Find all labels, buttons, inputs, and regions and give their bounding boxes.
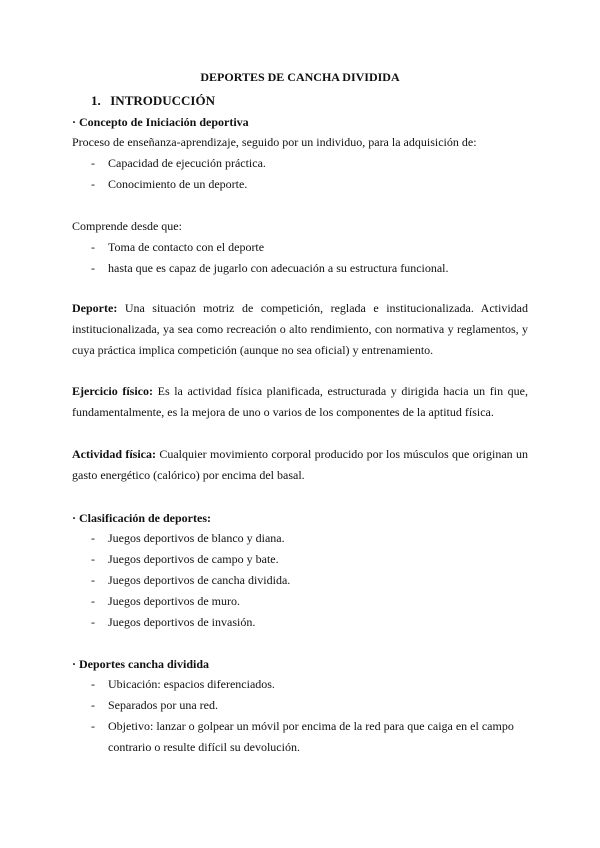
list-item: - Ubicación: espacios diferenciados. bbox=[72, 674, 528, 695]
definition-text: Una situación motriz de competición, reglada e institucionalizada. Actividad institucionalizada, ya sea como recreación o alto rendimiento, con normativa y reglamentos, y cuya práctica implica competición (aunque no sea oficial) y entrenamiento. bbox=[72, 301, 528, 357]
definition-term: Ejercicio físico: bbox=[72, 384, 154, 398]
list-item: - Juegos deportivos de muro. bbox=[72, 591, 528, 612]
clasificacion-block bbox=[72, 508, 528, 633]
document-title: DEPORTES DE CANCHA DIVIDIDA bbox=[200, 70, 400, 84]
list-item: - Conocimiento de un deporte. bbox=[72, 174, 528, 195]
definition-actividad bbox=[72, 444, 528, 486]
cancha-heading: · Deportes cancha dividida bbox=[72, 657, 210, 671]
definition-term: Actividad física: bbox=[72, 447, 156, 461]
section-heading bbox=[91, 93, 215, 109]
definition-text: Es la actividad física planificada, estructurada y dirigida hacia un fin que, fundamentalmente, es la mejora de uno o varios de los componentes de la aptitud física. bbox=[72, 384, 528, 419]
list-item: - Juegos deportivos de blanco y diana. bbox=[72, 528, 528, 549]
concepto-heading: · Concepto de Iniciación deportiva bbox=[72, 115, 249, 129]
list-item: - hasta que es capaz de jugarlo con adecuación a su estructura funcional. bbox=[72, 258, 528, 279]
concepto-intro: Proceso de enseñanza-aprendizaje, seguido por un individuo, para la adquisición de: bbox=[72, 135, 477, 149]
concepto-list bbox=[72, 153, 528, 195]
section-label: INTRODUCCIÓN bbox=[110, 93, 215, 108]
list-item: - Juegos deportivos de campo y bate. bbox=[72, 549, 528, 570]
comprende-intro: Comprende desde que: bbox=[72, 219, 182, 233]
list-item: - Objetivo: lanzar o golpear un móvil por encima de la red para que caiga en el campo contrario o resulte difícil su devolución. bbox=[72, 716, 528, 758]
list-item: - Toma de contacto con el deporte bbox=[72, 237, 528, 258]
list-item: - Capacidad de ejecución práctica. bbox=[72, 153, 528, 174]
definition-term: Deporte: bbox=[72, 301, 118, 315]
definition-ejercicio bbox=[72, 381, 528, 423]
concepto-block bbox=[72, 112, 528, 195]
comprende-block bbox=[72, 216, 528, 279]
cancha-block bbox=[72, 654, 528, 758]
clasificacion-heading: · Clasificación de deportes: bbox=[72, 511, 211, 525]
cancha-list bbox=[72, 674, 528, 758]
list-item: - Juegos deportivos de invasión. bbox=[72, 612, 528, 633]
clasificacion-list bbox=[72, 528, 528, 633]
definition-deporte bbox=[72, 298, 528, 361]
comprende-list bbox=[72, 237, 528, 279]
list-item: - Separados por una red. bbox=[72, 695, 528, 716]
list-item: - Juegos deportivos de cancha dividida. bbox=[72, 570, 528, 591]
section-number: 1. bbox=[91, 93, 101, 108]
definition-text: Cualquier movimiento corporal producido por los músculos que originan un gasto energético (calórico) por encima del basal. bbox=[72, 447, 528, 482]
